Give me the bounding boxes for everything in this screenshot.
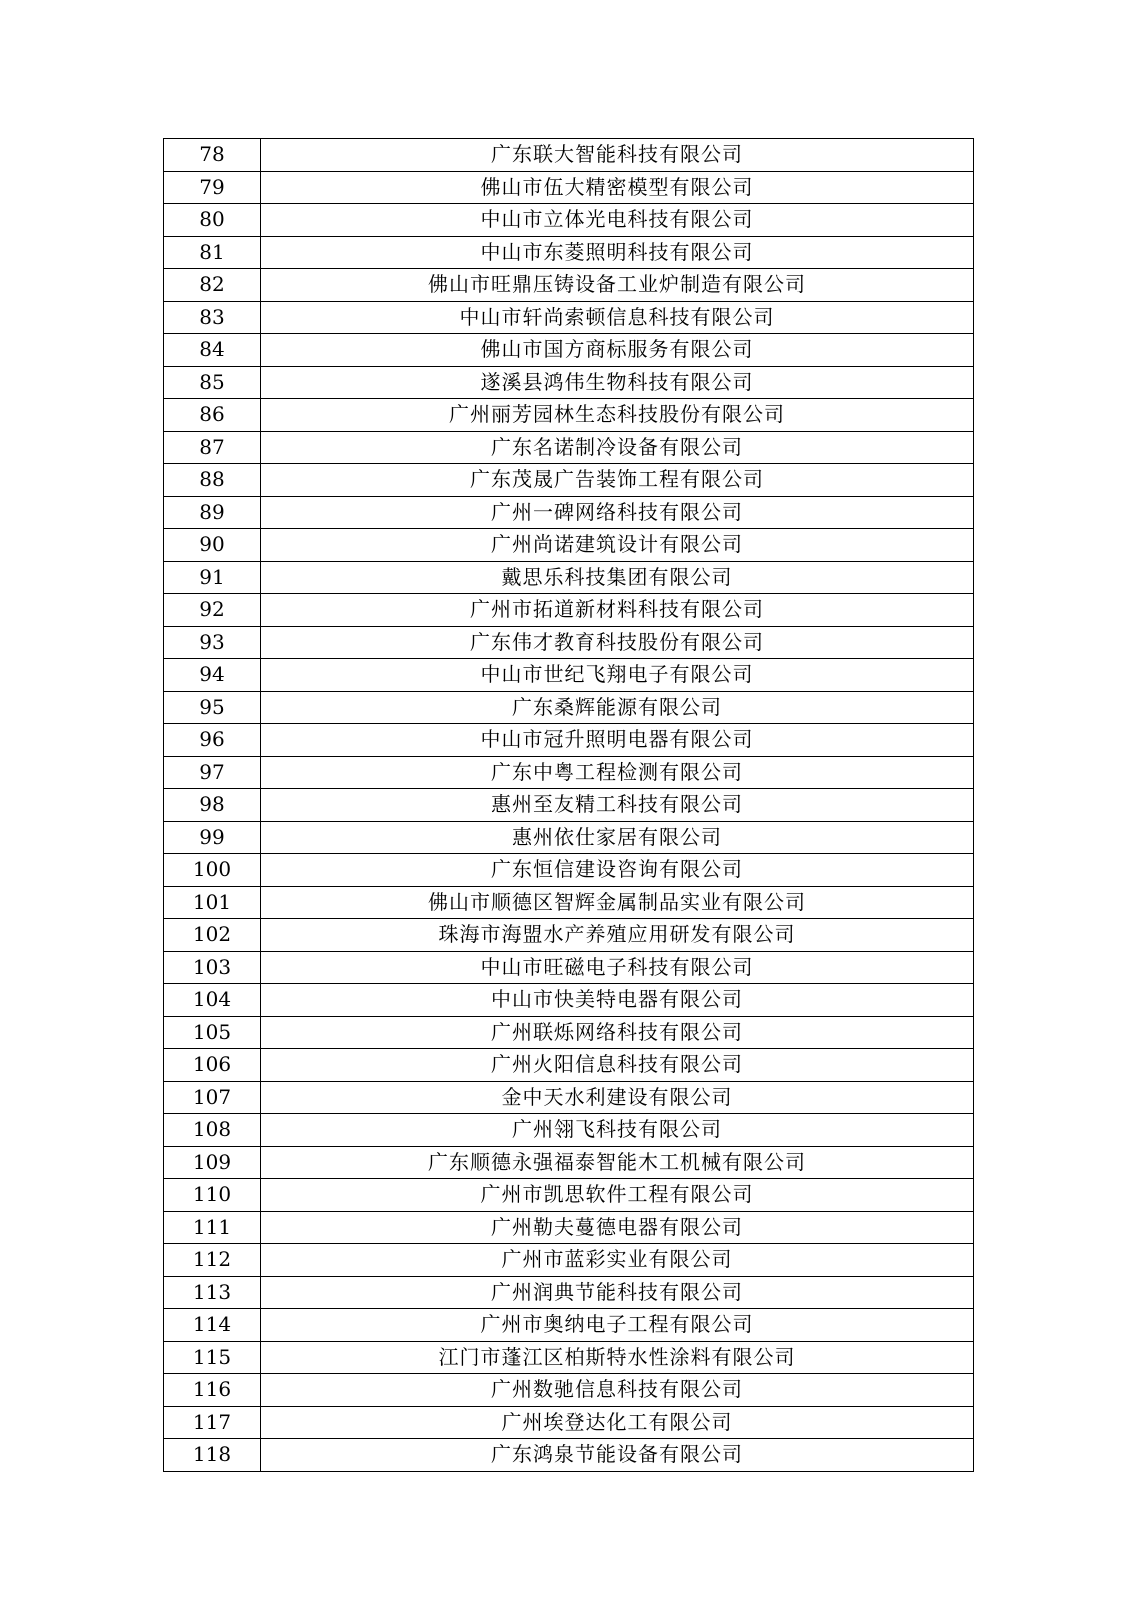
- table-row: [164, 1146, 974, 1179]
- table-row: [164, 529, 974, 562]
- table-row: [164, 1406, 974, 1439]
- row-number-cell: 89: [164, 496, 261, 529]
- company-name-cell: 惠州依仕家居有限公司: [261, 821, 974, 854]
- company-name-cell: 广州埃登达化工有限公司: [261, 1406, 974, 1439]
- company-name-cell: 广州数驰信息科技有限公司: [261, 1374, 974, 1407]
- row-number-cell: 88: [164, 464, 261, 497]
- table-row: [164, 334, 974, 367]
- table-row: [164, 691, 974, 724]
- company-name-cell: 佛山市国方商标服务有限公司: [261, 334, 974, 367]
- row-number-cell: 86: [164, 399, 261, 432]
- company-name-cell: 广州尚诺建筑设计有限公司: [261, 529, 974, 562]
- table-row: [164, 1114, 974, 1147]
- company-name-cell: 珠海市海盟水产养殖应用研发有限公司: [261, 919, 974, 952]
- row-number-cell: 85: [164, 366, 261, 399]
- row-number-cell: 82: [164, 269, 261, 302]
- table-row: [164, 139, 974, 172]
- row-number-cell: 109: [164, 1146, 261, 1179]
- row-number-cell: 114: [164, 1309, 261, 1342]
- company-name-cell: 广东伟才教育科技股份有限公司: [261, 626, 974, 659]
- row-number-cell: 117: [164, 1406, 261, 1439]
- table-row: [164, 1049, 974, 1082]
- table-row: [164, 821, 974, 854]
- company-name-cell: 广东中粤工程检测有限公司: [261, 756, 974, 789]
- table-row: [164, 399, 974, 432]
- table-row: [164, 1016, 974, 1049]
- company-name-cell: 广州联烁网络科技有限公司: [261, 1016, 974, 1049]
- table-row: [164, 1244, 974, 1277]
- company-name-cell: 戴思乐科技集团有限公司: [261, 561, 974, 594]
- table-row: [164, 594, 974, 627]
- table-row: [164, 204, 974, 237]
- table-row: [164, 171, 974, 204]
- table-row: [164, 1276, 974, 1309]
- table-row: [164, 789, 974, 822]
- row-number-cell: 99: [164, 821, 261, 854]
- company-name-cell: 广州市凯思软件工程有限公司: [261, 1179, 974, 1212]
- company-name-cell: 广州市蓝彩实业有限公司: [261, 1244, 974, 1277]
- row-number-cell: 92: [164, 594, 261, 627]
- row-number-cell: 87: [164, 431, 261, 464]
- row-number-cell: 100: [164, 854, 261, 887]
- row-number-cell: 95: [164, 691, 261, 724]
- company-name-cell: 佛山市旺鼎压铸设备工业炉制造有限公司: [261, 269, 974, 302]
- company-name-cell: 广州市奥纳电子工程有限公司: [261, 1309, 974, 1342]
- row-number-cell: 103: [164, 951, 261, 984]
- row-number-cell: 107: [164, 1081, 261, 1114]
- row-number-cell: 90: [164, 529, 261, 562]
- company-name-cell: 广东恒信建设咨询有限公司: [261, 854, 974, 887]
- table-row: [164, 1439, 974, 1472]
- row-number-cell: 79: [164, 171, 261, 204]
- row-number-cell: 108: [164, 1114, 261, 1147]
- company-name-cell: 广州勒夫蔓德电器有限公司: [261, 1211, 974, 1244]
- row-number-cell: 94: [164, 659, 261, 692]
- row-number-cell: 96: [164, 724, 261, 757]
- row-number-cell: 116: [164, 1374, 261, 1407]
- company-name-cell: 广州翎飞科技有限公司: [261, 1114, 974, 1147]
- table-row: [164, 919, 974, 952]
- company-name-cell: 中山市旺磁电子科技有限公司: [261, 951, 974, 984]
- company-name-cell: 惠州至友精工科技有限公司: [261, 789, 974, 822]
- table-row: [164, 626, 974, 659]
- table-row: [164, 431, 974, 464]
- table-row: [164, 301, 974, 334]
- row-number-cell: 102: [164, 919, 261, 952]
- company-name-cell: 中山市轩尚索顿信息科技有限公司: [261, 301, 974, 334]
- company-name-cell: 中山市东菱照明科技有限公司: [261, 236, 974, 269]
- row-number-cell: 110: [164, 1179, 261, 1212]
- table-row: [164, 886, 974, 919]
- table-row: [164, 1179, 974, 1212]
- table-row: [164, 756, 974, 789]
- table-row: [164, 366, 974, 399]
- table-row: [164, 951, 974, 984]
- company-name-cell: 广东茂晟广告装饰工程有限公司: [261, 464, 974, 497]
- company-name-cell: 金中天水利建设有限公司: [261, 1081, 974, 1114]
- company-name-cell: 广东桑辉能源有限公司: [261, 691, 974, 724]
- row-number-cell: 113: [164, 1276, 261, 1309]
- row-number-cell: 104: [164, 984, 261, 1017]
- company-name-cell: 佛山市顺德区智辉金属制品实业有限公司: [261, 886, 974, 919]
- company-name-cell: 中山市冠升照明电器有限公司: [261, 724, 974, 757]
- table-row: [164, 561, 974, 594]
- table-row: [164, 659, 974, 692]
- table-row: [164, 269, 974, 302]
- table-row: [164, 854, 974, 887]
- table-row: [164, 984, 974, 1017]
- company-name-cell: 遂溪县鸿伟生物科技有限公司: [261, 366, 974, 399]
- row-number-cell: 101: [164, 886, 261, 919]
- table-row: [164, 1374, 974, 1407]
- table-row: [164, 496, 974, 529]
- table-row: [164, 1309, 974, 1342]
- company-table: [163, 138, 974, 1472]
- company-name-cell: 中山市快美特电器有限公司: [261, 984, 974, 1017]
- company-name-cell: 广东联大智能科技有限公司: [261, 139, 974, 172]
- table-row: [164, 724, 974, 757]
- table-row: [164, 1211, 974, 1244]
- company-name-cell: 佛山市伍大精密模型有限公司: [261, 171, 974, 204]
- company-name-cell: 中山市世纪飞翔电子有限公司: [261, 659, 974, 692]
- row-number-cell: 81: [164, 236, 261, 269]
- company-name-cell: 广东鸿泉节能设备有限公司: [261, 1439, 974, 1472]
- table-row: [164, 1341, 974, 1374]
- row-number-cell: 115: [164, 1341, 261, 1374]
- table-row: [164, 1081, 974, 1114]
- company-name-cell: 广州火阳信息科技有限公司: [261, 1049, 974, 1082]
- table-row: [164, 236, 974, 269]
- row-number-cell: 112: [164, 1244, 261, 1277]
- row-number-cell: 80: [164, 204, 261, 237]
- company-name-cell: 中山市立体光电科技有限公司: [261, 204, 974, 237]
- company-name-cell: 广东顺德永强福泰智能木工机械有限公司: [261, 1146, 974, 1179]
- row-number-cell: 111: [164, 1211, 261, 1244]
- row-number-cell: 84: [164, 334, 261, 367]
- company-name-cell: 江门市蓬江区柏斯特水性涂料有限公司: [261, 1341, 974, 1374]
- table-row: [164, 464, 974, 497]
- row-number-cell: 91: [164, 561, 261, 594]
- company-name-cell: 广州市拓道新材料科技有限公司: [261, 594, 974, 627]
- company-name-cell: 广东名诺制冷设备有限公司: [261, 431, 974, 464]
- company-table-body: [164, 139, 974, 1472]
- company-name-cell: 广州丽芳园林生态科技股份有限公司: [261, 399, 974, 432]
- company-name-cell: 广州润典节能科技有限公司: [261, 1276, 974, 1309]
- row-number-cell: 106: [164, 1049, 261, 1082]
- row-number-cell: 105: [164, 1016, 261, 1049]
- row-number-cell: 97: [164, 756, 261, 789]
- row-number-cell: 118: [164, 1439, 261, 1472]
- row-number-cell: 83: [164, 301, 261, 334]
- row-number-cell: 93: [164, 626, 261, 659]
- row-number-cell: 98: [164, 789, 261, 822]
- company-name-cell: 广州一碑网络科技有限公司: [261, 496, 974, 529]
- row-number-cell: 78: [164, 139, 261, 172]
